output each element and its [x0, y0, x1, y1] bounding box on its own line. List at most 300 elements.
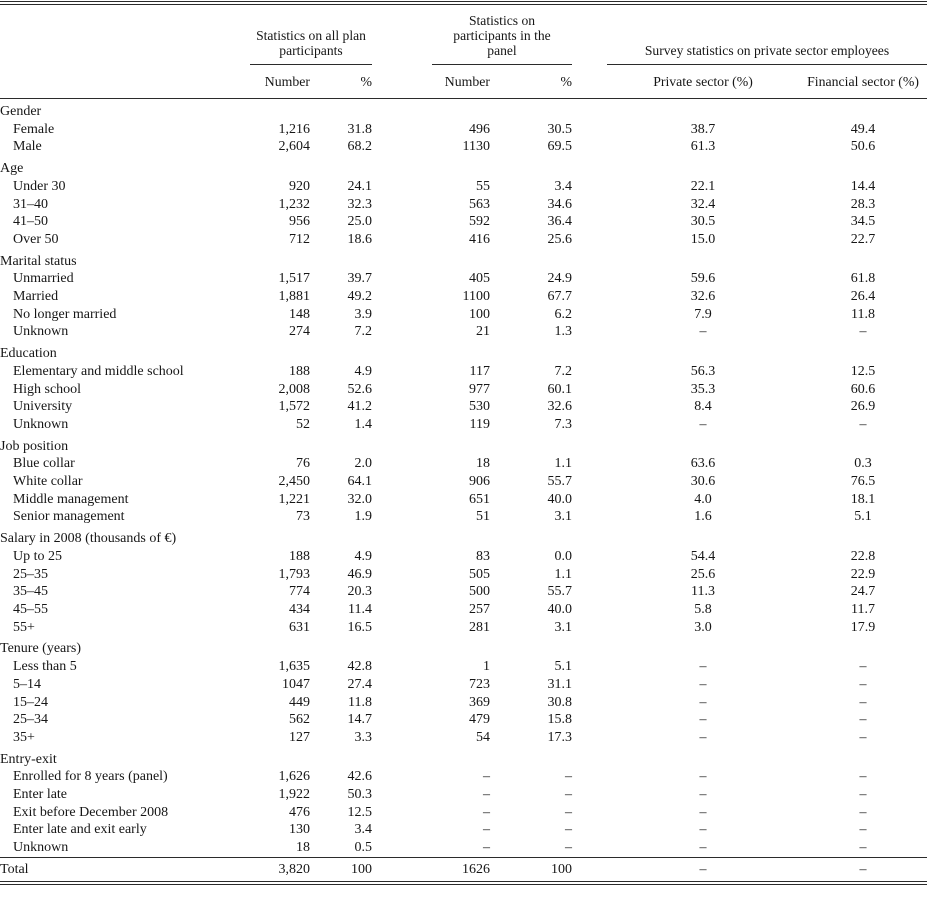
- row-label: 35+: [13, 729, 35, 745]
- row-label: 5–14: [13, 676, 41, 692]
- table-row: [0, 473, 927, 491]
- column-gap: [572, 548, 607, 566]
- column-gap: [372, 548, 432, 566]
- cell-value: 369: [469, 694, 490, 710]
- table-row: [0, 821, 927, 839]
- cell-value: 25.0: [347, 214, 372, 230]
- table-row: [0, 323, 927, 341]
- column-gap: [572, 508, 607, 526]
- column-gap: [572, 786, 607, 804]
- table-body: [0, 99, 927, 881]
- cell-value: –: [699, 729, 707, 745]
- table-row: [0, 381, 927, 399]
- cell-value: –: [565, 822, 572, 838]
- column-gap: [372, 619, 432, 637]
- cell-value: –: [565, 804, 572, 820]
- cell-value: 20.3: [347, 584, 372, 600]
- cell-value: 6.2: [554, 306, 572, 322]
- cell-value: 188: [289, 363, 310, 379]
- cell-value: –: [799, 857, 927, 881]
- cell-value: 4.0: [694, 491, 712, 507]
- column-gap: [572, 491, 607, 509]
- column-group-label: Statistics on all plan participants: [256, 28, 366, 58]
- column-gap: [372, 398, 432, 416]
- cell-value: 7.2: [354, 324, 372, 340]
- cell-value: 2,450: [278, 474, 310, 490]
- cell-value: –: [565, 769, 572, 785]
- cell-value: –: [483, 804, 490, 820]
- cell-value: 3.3: [354, 729, 372, 745]
- column-gap: [372, 270, 432, 288]
- section-header: Entry-exit: [0, 751, 57, 767]
- cell-value: –: [859, 804, 867, 820]
- cell-value: 31.8: [347, 121, 372, 137]
- cell-value: 12.5: [850, 363, 876, 379]
- cell-value: 18.1: [850, 491, 876, 507]
- column-gap: [572, 711, 607, 729]
- cell-value: 17.3: [547, 729, 572, 745]
- cell-value: 977: [469, 381, 490, 397]
- row-label: Exit before December 2008: [13, 804, 169, 820]
- column-gap: [572, 857, 607, 881]
- cell-value: 563: [469, 196, 490, 212]
- cell-value: 14.7: [347, 712, 372, 728]
- column-gap: [372, 455, 432, 473]
- cell-value: 1,793: [278, 566, 310, 582]
- cell-value: 1,626: [278, 769, 310, 785]
- section-header-row: [0, 249, 927, 271]
- table-row: [0, 231, 927, 249]
- column-gap: [372, 601, 432, 619]
- cell-value: –: [699, 787, 707, 803]
- cell-value: 30.6: [690, 474, 716, 490]
- cell-value: 27.4: [347, 676, 372, 692]
- column-gap: [372, 658, 432, 676]
- row-label: Elementary and middle school: [13, 363, 184, 379]
- table-row: [0, 270, 927, 288]
- cell-value: 67.7: [547, 289, 572, 305]
- column-gap: [372, 363, 432, 381]
- cell-value: 51: [476, 509, 490, 525]
- cell-value: 50.6: [850, 139, 876, 155]
- cell-value: 1626: [432, 857, 490, 881]
- table-row: [0, 566, 927, 584]
- cell-value: 479: [469, 712, 490, 728]
- cell-value: 505: [469, 566, 490, 582]
- section-header-row: [0, 341, 927, 363]
- table-row: [0, 786, 927, 804]
- section-header-row: [0, 526, 927, 548]
- cell-value: 61.3: [690, 139, 716, 155]
- column-gap: [372, 473, 432, 491]
- column-gap: [572, 306, 607, 324]
- cell-value: 22.8: [850, 548, 876, 564]
- cell-value: 631: [289, 619, 310, 635]
- cell-value: 11.8: [348, 694, 372, 710]
- cell-value: 11.7: [851, 601, 875, 617]
- cell-value: 1: [483, 659, 490, 675]
- cell-value: 774: [289, 584, 310, 600]
- row-label: High school: [13, 381, 82, 397]
- column-gap: [572, 619, 607, 637]
- row-label: Middle management: [13, 491, 129, 507]
- cell-value: 21: [476, 324, 490, 340]
- table-row: [0, 804, 927, 822]
- cell-value: 55.7: [547, 584, 572, 600]
- cell-value: 1047: [282, 676, 310, 692]
- cell-value: –: [483, 822, 490, 838]
- cell-value: 26.4: [850, 289, 876, 305]
- table-row: [0, 363, 927, 381]
- row-label: Less than 5: [13, 659, 77, 675]
- cell-value: 35.3: [690, 381, 716, 397]
- cell-value: 188: [289, 548, 310, 564]
- cell-value: –: [699, 769, 707, 785]
- cell-value: –: [859, 769, 867, 785]
- cell-value: 22.9: [850, 566, 876, 582]
- column-gap: [372, 381, 432, 399]
- table-row: [0, 658, 927, 676]
- column-gap: [372, 839, 432, 857]
- cell-value: –: [483, 787, 490, 803]
- column-gap: [572, 768, 607, 786]
- cell-value: 63.6: [690, 456, 716, 472]
- row-label: 41–50: [13, 214, 48, 230]
- row-label: Unknown: [13, 324, 69, 340]
- cell-value: 15.0: [690, 231, 716, 247]
- cell-value: 32.6: [547, 399, 572, 415]
- row-label: Male: [13, 139, 42, 155]
- column-gap: [372, 768, 432, 786]
- table-row: [0, 121, 927, 139]
- cell-value: 1,881: [278, 289, 310, 305]
- table-row: [0, 548, 927, 566]
- cell-value: 24.1: [347, 178, 372, 194]
- cell-value: 1,221: [278, 491, 310, 507]
- cell-value: 76: [296, 456, 310, 472]
- cell-value: 3.4: [354, 822, 372, 838]
- cell-value: 32.3: [347, 196, 372, 212]
- cell-value: –: [859, 324, 867, 340]
- cell-value: 1.3: [554, 324, 572, 340]
- cell-value: 40.0: [547, 601, 572, 617]
- cell-value: 31.1: [547, 676, 572, 692]
- column-gap: [572, 658, 607, 676]
- column-gap: [372, 508, 432, 526]
- cell-value: 41.2: [347, 399, 372, 415]
- row-label: Unmarried: [13, 271, 74, 287]
- section-header-row: [0, 636, 927, 658]
- cell-value: 34.6: [547, 196, 572, 212]
- section-header: Salary in 2008 (thousands of €): [0, 531, 177, 547]
- cell-value: 1,635: [278, 659, 310, 675]
- column-gap: [372, 566, 432, 584]
- cell-value: 127: [289, 729, 310, 745]
- table-row: [0, 583, 927, 601]
- cell-value: 100: [490, 857, 572, 881]
- section-header-row: [0, 99, 927, 121]
- column-gap: [572, 583, 607, 601]
- corner-cell: [0, 65, 250, 99]
- table-row: [0, 711, 927, 729]
- cell-value: 32.6: [690, 289, 716, 305]
- column-gap: [372, 857, 432, 881]
- cell-value: 39.7: [347, 271, 372, 287]
- cell-value: 4.9: [354, 548, 372, 564]
- cell-value: –: [859, 712, 867, 728]
- row-label: 25–34: [13, 712, 48, 728]
- cell-value: 55: [476, 178, 490, 194]
- column-gap: [372, 694, 432, 712]
- column-gap: [372, 178, 432, 196]
- column-gap: [572, 363, 607, 381]
- cell-value: 49.2: [347, 289, 372, 305]
- cell-value: 0.0: [554, 548, 572, 564]
- column-gap: [572, 288, 607, 306]
- statistics-table: [0, 5, 927, 881]
- column-gap: [572, 398, 607, 416]
- section-header: Tenure (years): [0, 641, 82, 657]
- cell-value: 12.5: [347, 804, 372, 820]
- cell-value: 61.8: [850, 271, 876, 287]
- column-gap: [572, 178, 607, 196]
- column-gap: [572, 121, 607, 139]
- column-gap: [372, 676, 432, 694]
- row-label: 45–55: [13, 601, 48, 617]
- cell-value: 22.7: [850, 231, 876, 247]
- table-row: [0, 398, 927, 416]
- cell-value: 956: [289, 214, 310, 230]
- column-gap: [572, 5, 607, 65]
- table-row: [0, 306, 927, 324]
- column-gap: [572, 213, 607, 231]
- cell-value: –: [483, 769, 490, 785]
- column-gap: [572, 676, 607, 694]
- cell-value: 83: [476, 548, 490, 564]
- cell-value: –: [859, 840, 867, 856]
- cell-value: 712: [289, 231, 310, 247]
- column-gap: [572, 729, 607, 747]
- column-gap: [372, 786, 432, 804]
- cell-value: 73: [296, 509, 310, 525]
- cell-value: –: [859, 729, 867, 745]
- cell-value: 2,604: [278, 139, 310, 155]
- row-label: 55+: [13, 619, 35, 635]
- section-header: Education: [0, 346, 57, 362]
- section-header: Job position: [0, 438, 69, 454]
- cell-value: 28.3: [850, 196, 876, 212]
- row-label: 15–24: [13, 694, 48, 710]
- cell-value: 68.2: [347, 139, 372, 155]
- cell-value: 52: [296, 416, 310, 432]
- cell-value: 592: [469, 214, 490, 230]
- cell-value: 3,820: [250, 857, 310, 881]
- row-label: Blue collar: [13, 456, 75, 472]
- cell-value: –: [699, 676, 707, 692]
- cell-value: 119: [469, 416, 490, 432]
- cell-value: 476: [289, 804, 310, 820]
- cell-value: 3.4: [554, 178, 572, 194]
- column-gap: [572, 455, 607, 473]
- row-label: No longer married: [13, 306, 117, 322]
- table-row: [0, 839, 927, 857]
- section-header-row: [0, 156, 927, 178]
- cell-value: 76.5: [850, 474, 876, 490]
- cell-value: 11.8: [851, 306, 875, 322]
- cell-value: 15.8: [547, 712, 572, 728]
- cell-value: 54: [476, 729, 490, 745]
- cell-value: –: [699, 804, 707, 820]
- cell-value: 3.1: [554, 619, 572, 635]
- total-row: [0, 857, 927, 881]
- cell-value: 46.9: [347, 566, 372, 582]
- cell-value: 1130: [462, 139, 490, 155]
- cell-value: 69.5: [547, 139, 572, 155]
- table-row: [0, 508, 927, 526]
- cell-value: 17.9: [850, 619, 876, 635]
- column-group-survey-statistics: [607, 5, 927, 65]
- cell-value: 434: [289, 601, 310, 617]
- cell-value: –: [859, 416, 867, 432]
- column-group-label: Statistics on participants in the panel: [453, 13, 551, 58]
- table-row: [0, 601, 927, 619]
- cell-value: 281: [469, 619, 490, 635]
- column-gap: [572, 821, 607, 839]
- row-label: Unknown: [13, 416, 69, 432]
- cell-value: 0.3: [854, 456, 872, 472]
- cell-value: 496: [469, 121, 490, 137]
- column-gap: [372, 231, 432, 249]
- cell-value: 18: [296, 840, 310, 856]
- cell-value: 1.4: [354, 416, 372, 432]
- row-label: Over 50: [13, 231, 59, 247]
- row-label: Female: [13, 121, 55, 137]
- cell-value: 30.5: [547, 121, 572, 137]
- cell-value: 7.3: [554, 416, 572, 432]
- table-row: [0, 213, 927, 231]
- cell-value: 1.1: [554, 456, 572, 472]
- column-gap: [572, 566, 607, 584]
- cell-value: 59.6: [690, 271, 716, 287]
- column-gap: [372, 711, 432, 729]
- cell-value: –: [483, 840, 490, 856]
- column-gap: [372, 804, 432, 822]
- column-gap: [572, 601, 607, 619]
- section-header-row: [0, 747, 927, 769]
- row-label: Enter late: [13, 787, 68, 803]
- cell-value: 64.1: [347, 474, 372, 490]
- table-row: [0, 676, 927, 694]
- table-row: [0, 138, 927, 156]
- column-gap: [572, 138, 607, 156]
- column-gap: [572, 416, 607, 434]
- row-label: Unknown: [13, 840, 69, 856]
- cell-value: 11.3: [691, 584, 715, 600]
- row-label: 25–35: [13, 566, 48, 582]
- cell-value: 1.6: [694, 509, 712, 525]
- cell-value: 40.0: [547, 491, 572, 507]
- cell-value: 42.6: [347, 769, 372, 785]
- row-label: Enter late and exit early: [13, 822, 147, 838]
- cell-value: 1,517: [278, 271, 310, 287]
- cell-value: 723: [469, 676, 490, 692]
- cell-value: 1,232: [278, 196, 310, 212]
- column-header-percent: %: [490, 65, 572, 99]
- table-row: [0, 416, 927, 434]
- column-gap: [372, 138, 432, 156]
- cell-value: 49.4: [850, 121, 876, 137]
- row-label: White collar: [13, 474, 83, 490]
- column-group-panel-participants: [432, 5, 572, 65]
- section-header: Gender: [0, 104, 42, 119]
- cell-value: 130: [289, 822, 310, 838]
- column-gap: [372, 729, 432, 747]
- cell-value: –: [699, 694, 707, 710]
- column-gap: [572, 196, 607, 214]
- column-gap: [372, 288, 432, 306]
- cell-value: 4.9: [354, 363, 372, 379]
- column-gap: [372, 306, 432, 324]
- cell-value: 22.1: [690, 178, 716, 194]
- cell-value: 36.4: [547, 214, 572, 230]
- column-gap: [572, 473, 607, 491]
- row-label: University: [13, 399, 73, 415]
- cell-value: 148: [289, 306, 310, 322]
- cell-value: 1,216: [278, 121, 310, 137]
- column-gap: [372, 416, 432, 434]
- cell-value: 34.5: [850, 214, 876, 230]
- bottom-rule: [0, 881, 927, 885]
- cell-value: 2,008: [278, 381, 310, 397]
- cell-value: 0.5: [354, 840, 372, 856]
- column-gap: [372, 491, 432, 509]
- cell-value: 7.9: [694, 306, 712, 322]
- cell-value: 54.4: [690, 548, 716, 564]
- cell-value: 11.4: [348, 601, 372, 617]
- row-label: Under 30: [13, 178, 66, 194]
- cell-value: –: [859, 694, 867, 710]
- column-gap: [572, 804, 607, 822]
- cell-value: 25.6: [690, 566, 716, 582]
- cell-value: 5.1: [554, 659, 572, 675]
- column-gap: [372, 65, 432, 99]
- cell-value: 5.8: [694, 601, 712, 617]
- column-gap: [372, 583, 432, 601]
- table-header: [0, 5, 927, 99]
- table-row: [0, 694, 927, 712]
- cell-value: 100: [310, 857, 372, 881]
- cell-value: 16.5: [347, 619, 372, 635]
- column-group-label: Survey statistics on private sector employees: [644, 43, 890, 58]
- cell-value: 1.9: [354, 509, 372, 525]
- column-gap: [372, 323, 432, 341]
- row-label: 31–40: [13, 196, 48, 212]
- cell-value: 100: [469, 306, 490, 322]
- cell-value: 416: [469, 231, 490, 247]
- column-gap: [572, 270, 607, 288]
- cell-value: –: [565, 787, 572, 803]
- cell-value: 60.6: [850, 381, 876, 397]
- cell-value: 24.7: [850, 584, 876, 600]
- cell-value: 18: [476, 456, 490, 472]
- table-row: [0, 619, 927, 637]
- column-header-number: Number: [432, 65, 490, 99]
- cell-value: 18.6: [347, 231, 372, 247]
- cell-value: –: [699, 840, 707, 856]
- cell-value: –: [699, 416, 707, 432]
- cell-value: 42.8: [347, 659, 372, 675]
- corner-cell: [0, 5, 250, 65]
